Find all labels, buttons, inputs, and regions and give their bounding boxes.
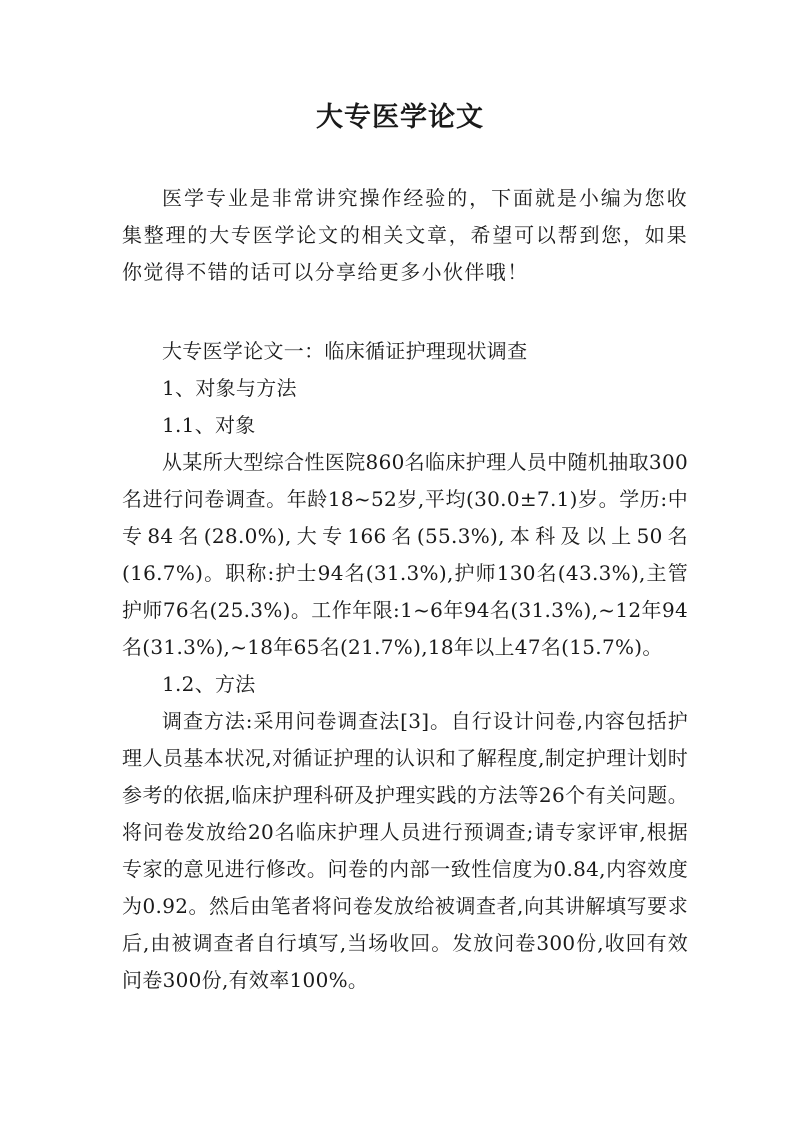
methods-paragraph: 调查方法:采用问卷调查法[3]。自行设计问卷,内容包括护理人员基本状况,对循证护理的认识和了解程度,制定护理计划时参考的依据,临床护理科研及护理实践的方法等26个有关问题。将问卷发放给20名临床护理人员进行预调查;请专家评审,根据专家的意见进行修改。问卷的内部一致性信度为0.84,内容效度为0.92。然后由笔者将问卷发放给被调查者,向其讲解填写要求后,由被调查者自行填写,当场收回。发放问卷300份,收回有效问卷300份,有效率100%。 xyxy=(122,709,688,992)
section-spacer xyxy=(122,291,688,333)
subjects-paragraph: 从某所大型综合性医院860名临床护理人员中随机抽取300名进行问卷调查。年龄18~52岁,平均(30.0±7.1)岁。学历:中专84名(28.0%),大专166名(55.3%),本科及以上50名(16.7%)。职称:护士94名(31.3%),护师130名(43.3%),主管护师76名(25.3%)。工作年限:1~6年94名(31.3%),~12年94名(31.3%),~18年65名(21.7%),18年以上47名(15.7%)。 xyxy=(122,450,688,659)
heading-method-detail: 1.2、方法 xyxy=(162,672,256,696)
document-body xyxy=(122,180,688,999)
intro-paragraph: 医学专业是非常讲究操作经验的，下面就是小编为您收集整理的大专医学论文的相关文章，希望可以帮到您，如果你觉得不错的话可以分享给更多小伙伴哦！ xyxy=(122,186,688,284)
heading-subjects: 1.1、对象 xyxy=(162,413,256,437)
section-title: 大专医学论文一：临床循证护理现状调查 xyxy=(162,339,528,363)
document-title: 大专医学论文 xyxy=(316,102,484,133)
heading-methods: 1、对象与方法 xyxy=(162,376,297,400)
